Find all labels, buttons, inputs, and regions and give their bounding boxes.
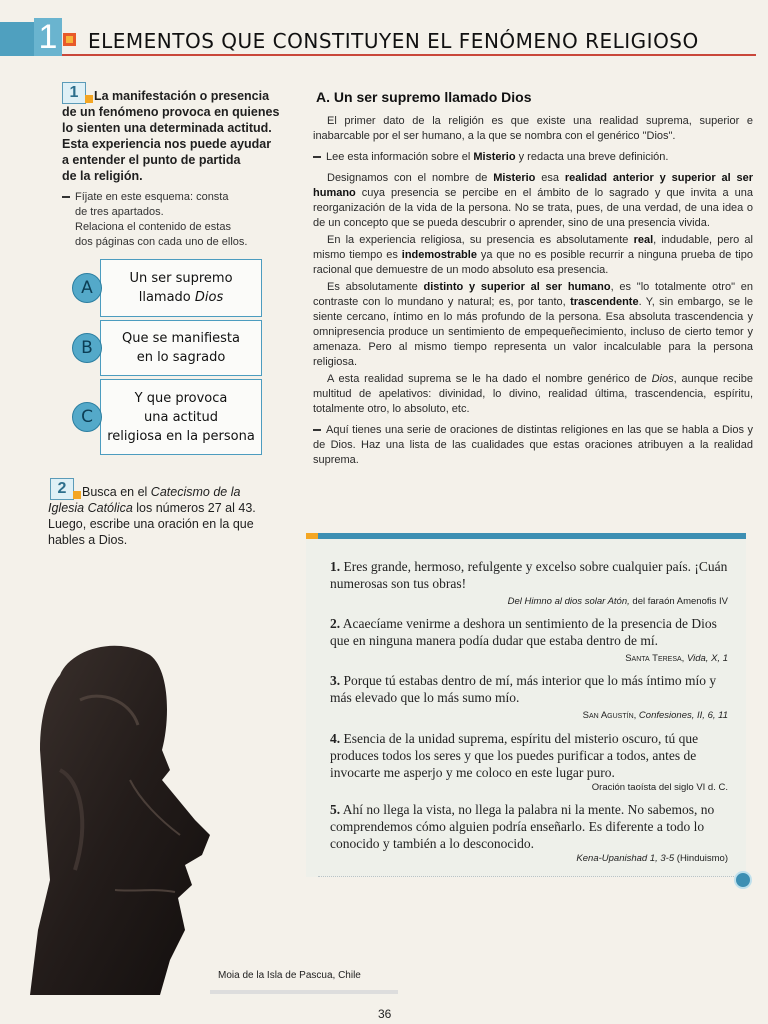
header-rule <box>62 54 756 56</box>
em-text: Dios <box>651 373 674 385</box>
act2-text: Luego, escribe una oración en la que <box>48 517 254 531</box>
instruction-line: de tres apartados. <box>75 206 164 218</box>
quotes-dotted-rule <box>318 876 736 877</box>
activity-1-intro <box>62 88 287 184</box>
quote-1 <box>330 558 728 592</box>
bold-text: Misterio <box>473 151 516 163</box>
task-1 <box>313 150 753 165</box>
text: Designamos con el nombre de <box>327 172 494 184</box>
source-title: Kena-Upanishad 1, 3-5 <box>576 853 675 864</box>
scheme-box-c <box>100 379 262 455</box>
scheme-line <box>101 288 261 307</box>
quote-text: Porque tú estabas dentro de mí, más interior que lo más íntimo mío y más elevado que lo más sumo mío. <box>330 673 717 705</box>
scheme-line: religiosa en la persona <box>107 428 255 444</box>
activity-2-text <box>48 484 283 548</box>
source-title: Del Himno al dios solar Atón, <box>507 596 630 607</box>
quote-text: Eres grande, hermoso, refulgente y excelso sobre cualquier país. ¡Cuán numerosas son tus obras! <box>330 559 728 591</box>
intro-line: lo sienten una determinada actitud. <box>62 121 272 135</box>
quote-3 <box>330 672 728 706</box>
paragraph <box>313 280 753 370</box>
source-text: (Hinduismo) <box>674 853 728 864</box>
page-title: ELEMENTOS QUE CONSTITUYEN EL FENÓMENO RELIGIOSO <box>88 29 699 53</box>
quote-source <box>625 653 728 664</box>
scheme-line: Que se manifiesta <box>121 331 240 346</box>
act2-text: los números 27 al 43. <box>132 501 256 515</box>
instruction-line: dos páginas con cada uno de ellos. <box>75 236 248 248</box>
quote-5 <box>330 801 728 852</box>
scheme-letter-b: B <box>72 333 102 363</box>
task-2 <box>313 423 753 468</box>
scheme-box-a <box>100 259 262 317</box>
bold-text: Misterio <box>493 172 536 184</box>
page-number: 36 <box>378 1007 392 1021</box>
section-title: A. Un ser supremo llamado Dios <box>316 89 532 105</box>
scheme-text: llamado <box>138 290 195 305</box>
quote-source <box>592 782 728 793</box>
quote-number: 5. <box>330 802 341 817</box>
intro-line: a entender el punto de partida <box>62 153 241 167</box>
act2-text: Busca en el <box>82 485 151 499</box>
text: ya que no es posible recurrir a ninguna prueba de tipo racional que demuestre de un modo absoluto esa presencia. <box>313 249 753 276</box>
intro-line: Esta experiencia nos puede ayudar <box>62 137 272 151</box>
quote-2 <box>330 615 728 649</box>
source-title: Vida, X, 1 <box>684 653 728 664</box>
act2-text: hables a Dios. <box>48 533 128 547</box>
text: A esta realidad suprema se le ha dado el nombre genérico de <box>327 373 652 385</box>
source-title: Confesiones, II, 6, 11 <box>636 710 728 721</box>
intro-line: La manifestación o presencia <box>94 89 270 103</box>
paragraph <box>313 233 753 278</box>
source-text: Oración taoísta del siglo VI d. C. <box>591 782 728 793</box>
text: Aquí tienes una serie de oraciones de distintas religiones en las que se habla a Dios y de Dios. Haz una lista de las cualidades que estas oraciones atribuyen a la realidad suprema. <box>313 424 753 466</box>
bold-text: real <box>633 234 654 246</box>
bold-text: realidad anterior y superior al ser humano <box>313 172 754 199</box>
instruction-line: Relaciona el contenido de estas <box>75 221 231 233</box>
dash-bullet-icon <box>313 429 321 431</box>
act2-em: Catecismo de la <box>150 485 241 499</box>
intro-line: de la religión. <box>62 169 143 183</box>
bold-text: distinto y superior al ser humano <box>423 281 611 293</box>
quote-number: 4. <box>330 731 341 746</box>
instruction-line: Fíjate en este esquema: consta <box>75 191 229 203</box>
caption-rule <box>210 990 398 994</box>
source-author: Santa Teresa, <box>625 653 685 664</box>
scheme-letter-a: A <box>72 273 102 303</box>
activity-2-badge: 2 <box>50 478 74 500</box>
text: esa <box>535 172 565 184</box>
quote-source <box>576 853 728 864</box>
bold-text: trascendente <box>570 296 639 308</box>
photo-caption: Moia de la Isla de Pascua, Chile <box>218 970 361 981</box>
act2-em: Iglesia Católica <box>48 501 133 515</box>
moai-statue-image <box>20 630 230 1000</box>
quote-text: Esencia de la unidad suprema, espíritu del misterio oscuro, tú que produces todos los seres y que los puedes purificar a todos, antes de invocarte me asperjo y me coloco en este lugar puro. <box>330 731 699 780</box>
unit-number: 1 <box>34 18 62 56</box>
text: En la experiencia religiosa, su presencia es absolutamente <box>327 234 634 246</box>
quote-source <box>583 710 728 721</box>
source-author: San Agustín, <box>582 710 637 721</box>
dash-bullet-icon <box>313 156 321 158</box>
header-square-icon <box>63 33 76 46</box>
paragraph: El primer dato de la religión es que existe una realidad suprema, superior e inabarcable por el ser humano, a la que se nombra con el genérico "Dios". <box>313 115 753 142</box>
dash-bullet-icon <box>62 196 70 198</box>
quote-number: 2. <box>330 616 341 631</box>
quote-source <box>508 596 728 607</box>
paragraph <box>313 372 753 417</box>
scheme-line: una actitud <box>144 409 218 425</box>
text: Es absolutamente <box>327 281 424 293</box>
scheme-box-b <box>100 320 262 376</box>
paragraph <box>313 171 753 231</box>
text: y redacta una breve definición. <box>515 151 669 163</box>
scheme-line: Un ser supremo <box>129 271 233 286</box>
quote-text: Ahí no llega la vista, no llega la palabra ni la mente. No sabemos, no comprendemos cómo alguien podría enseñarlo. Es diferente a todo lo conocido y también a lo desconocido. <box>330 802 715 851</box>
quote-4 <box>330 730 728 781</box>
bold-text: indemostrable <box>401 249 477 261</box>
text: cuya presencia se percibe en el ámbito de lo sagrado y que invita a una reorganización de la vida de la persona. No se trata, pues, de una verdad, de una idea o de un concepto que se pueda descubrir o aprender, sino de una presencia vivida. <box>313 187 753 229</box>
activity-1-instruction <box>62 190 287 250</box>
quote-text: Acaecíame venirme a deshora un sentimiento de la presencia de Dios que en ninguna manera podía dudar que estaba dentro de mí. <box>330 616 717 648</box>
text: . Y, sin embargo, se le siente cercano, íntimo en lo más profundo de la persona. Esa absoluta trascendencia y omnipresencia produce un sentimiento de empequeñecimiento, incluso de cierto temor y amenaza. Pero al mismo tiempo representa un valor incalculable para la persona religiosa. <box>313 296 754 368</box>
quote-number: 1. <box>330 559 341 574</box>
text: , indudable, pero al mismo tiempo es <box>313 234 753 261</box>
scheme-line: en lo sagrado <box>136 350 226 365</box>
quote-number: 3. <box>330 673 341 688</box>
scheme-em: Dios <box>194 290 224 305</box>
activity-1-badge: 1 <box>62 82 86 104</box>
quotes-end-dot-icon <box>734 871 752 889</box>
text: , es "lo totalmente otro" en contraste con lo mundano y natural; es, por tanto, <box>313 281 753 308</box>
source-text: del faraón Amenofis IV <box>629 596 728 607</box>
section-body <box>313 114 753 468</box>
intro-line: de un fenómeno provoca en quienes <box>62 105 280 119</box>
scheme-line: Y que provoca <box>134 390 228 406</box>
text: Lee esta información sobre el <box>326 151 474 163</box>
scheme-letter-c: C <box>72 402 102 432</box>
text: , aunque recibe multitud de apelativos: divinidad, lo divino, realidad última, trascendencia, espíritu, totalmente otro, lo absoluto, etc. <box>313 373 753 415</box>
